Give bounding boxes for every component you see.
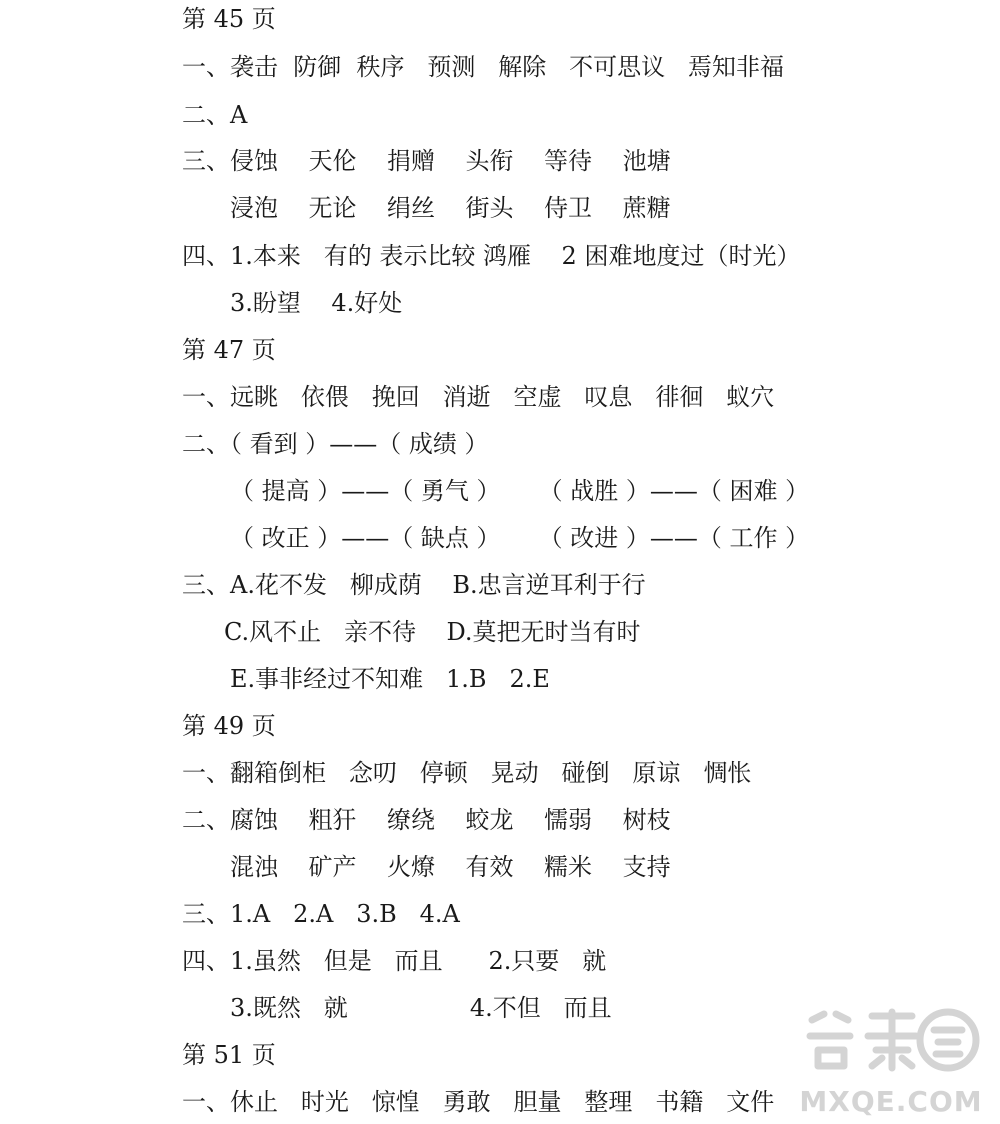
answer-line: 三、1.A 2.A 3.B 4.A	[182, 900, 460, 928]
answer-line: C.风不止 亲不待 D.莫把无时当有时	[224, 618, 641, 646]
answer-line: 四、1.本来 有的 表示比较 鸿雁 2 困难地度过（时光）	[182, 242, 801, 270]
answer-line: （ 改正 ）——（ 缺点 ） （ 改进 ）——（ 工作 ）	[230, 524, 810, 552]
answer-line: 三、侵蚀 天伦 捐赠 头衔 等待 池塘	[182, 147, 671, 175]
answer-line: 3.盼望 4.好处	[230, 289, 403, 317]
answer-line: （ 提高 ）——（ 勇气 ） （ 战胜 ）——（ 困难 ）	[230, 477, 810, 505]
answer-line: 一、休止 时光 惊惶 勇敢 胆量 整理 书籍 文件	[182, 1088, 775, 1116]
watermark-site-text: MXQE.COM	[799, 1085, 983, 1118]
page-heading-47: 第 47 页	[182, 336, 276, 364]
answer-line: 三、A.花不发 柳成荫 B.忠言逆耳利于行	[182, 571, 646, 599]
page-heading-51: 第 51 页	[182, 1041, 276, 1069]
answer-line: 二、（ 看到 ）——（ 成绩 ）	[182, 430, 489, 458]
watermark	[796, 1006, 986, 1118]
answer-line: E.事非经过不知难 1.B 2.E	[230, 665, 550, 693]
watermark-logo-icon	[802, 1006, 982, 1072]
answer-line: 二、A	[182, 101, 248, 129]
answer-line: 一、远眺 依偎 挽回 消逝 空虚 叹息 徘徊 蚁穴	[182, 383, 775, 411]
answer-line: 3.既然 就 4.不但 而且	[230, 994, 612, 1022]
answer-line: 一、袭击 防御 秩序 预测 解除 不可思议 焉知非福	[182, 53, 785, 81]
answer-line: 浸泡 无论 绢丝 街头 侍卫 蔗糖	[230, 194, 671, 222]
page-heading-45: 第 45 页	[182, 5, 276, 33]
answer-line: 一、翻箱倒柜 念叨 停顿 晃动 碰倒 原谅 惆怅	[182, 759, 752, 787]
answer-line: 二、腐蚀 粗犴 缭绕 蛟龙 懦弱 树枝	[182, 806, 671, 834]
page-heading-49: 第 49 页	[182, 712, 276, 740]
answer-line: 混浊 矿产 火燎 有效 糯米 支持	[230, 853, 671, 881]
answer-line: 四、1.虽然 但是 而且 2.只要 就	[182, 947, 607, 975]
